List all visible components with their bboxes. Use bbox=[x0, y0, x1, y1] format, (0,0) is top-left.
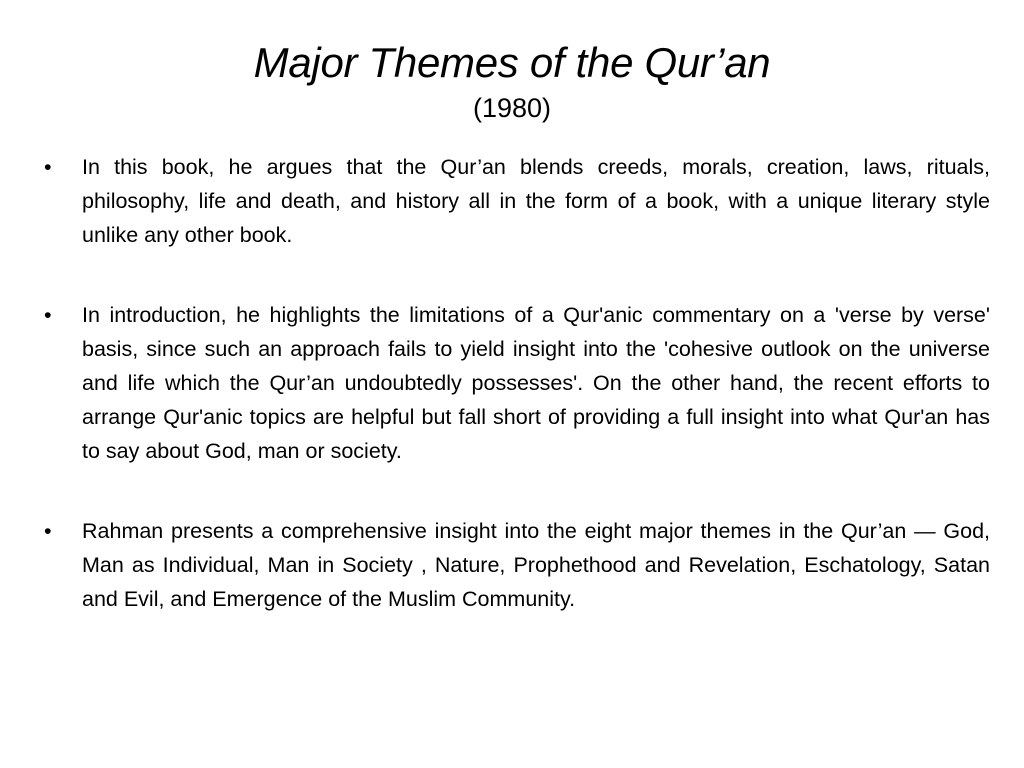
bullet-text: In introduction, he highlights the limitations of a Qur'anic commentary on a 'verse by verse' basis, since such an approach fails to yield insight into the 'cohesive outlook on the universe and life which the Qur’an undoubtedly possesses'. On the other hand, the recent efforts to arrange Qur'anic topics are helpful but fall short of providing a full insight into what Qur'an has to say about God, man or society. bbox=[82, 303, 990, 463]
slide-title: Major Themes of the Qur’an bbox=[253, 39, 771, 86]
bullet-icon: • bbox=[44, 303, 52, 327]
bullet-item bbox=[44, 150, 990, 252]
title-block bbox=[0, 36, 1024, 126]
bullet-text: Rahman presents a comprehensive insight into the eight major themes in the Qur’an — God, Man as Individual, Man in Society , Nature, Prophethood and Revelation, Eschatology, Satan and Evil, and Emergence of the Muslim Community. bbox=[82, 519, 990, 611]
bullet-item bbox=[44, 298, 990, 468]
slide-subtitle: (1980) bbox=[472, 93, 552, 123]
bullet-icon: • bbox=[44, 519, 52, 543]
bullet-list bbox=[44, 150, 990, 662]
bullet-text: In this book, he argues that the Qur’an blends creeds, morals, creation, laws, rituals, philosophy, life and death, and history all in the form of a book, with a unique literary style unlike any other book. bbox=[82, 155, 990, 247]
bullet-item bbox=[44, 514, 990, 616]
bullet-icon: • bbox=[44, 155, 52, 179]
